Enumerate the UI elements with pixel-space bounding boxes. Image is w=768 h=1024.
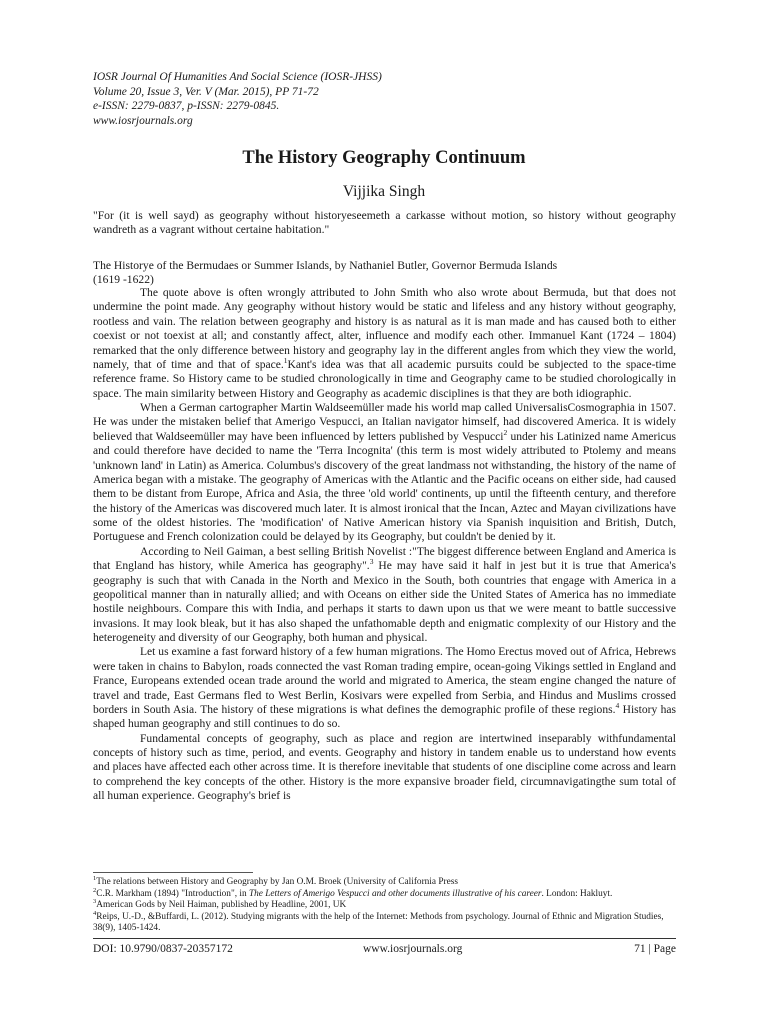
footer-website-link[interactable]: www.iosrjournals.org <box>363 943 463 955</box>
journal-website-link[interactable]: www.iosrjournals.org <box>93 114 193 127</box>
paragraph-text: When a German cartographer Martin Waldseemüller made his world map called UniversalisCosmographia in 1507. He was under the mistaken belief that Amerigo Vespucci, an Italian navigator himself, had discovered America. It is widely believed that Waldseemüller may have been influenced by letters published by Vespucci <box>93 402 676 443</box>
paragraph <box>93 401 676 545</box>
footer-divider <box>93 938 676 939</box>
paragraph <box>93 286 676 401</box>
paragraph-text: History has shaped human geography and still continues to do so. <box>93 703 676 731</box>
epigraph-quote: "For (it is well sayd) as geography without historyeseemeth a carkasse without motion, so history without geography wandreth as a vagrant without certaine habitation." <box>93 209 676 237</box>
source-line-1: The Historye of the Bermudaes or Summer Islands, by Nathaniel Butler, Governor Bermuda Islands <box>93 259 558 272</box>
footnote-ref[interactable]: 1 <box>283 356 288 366</box>
footnote-ref[interactable]: 2 <box>503 427 508 437</box>
footnote-text: C.R. Markham (1894) "Introduction", in <box>96 888 249 899</box>
paragraph-text: Fundamental concepts of geography, such as place and region are intertwined inseparably withfundamental concepts of history such as time, period, and events. Geography and history in tandem enable us to understand how events and places have affected each other across time. It is therefore inevitable that students of one discipline come across and learn to comprehend the key concepts of the other. History is the more expansive broader field, circumnavigatingthe sum total of all human experience. Geography's brief is <box>93 732 676 803</box>
paper-body <box>93 286 676 804</box>
footnote-text: . London: Hakluyt. <box>541 888 613 899</box>
footnote-item <box>93 874 676 889</box>
footnote-ref[interactable]: 4 <box>615 701 620 711</box>
footnote-divider <box>93 872 253 873</box>
journal-volume: Volume 20, Issue 3, Ver. V (Mar. 2015), PP 71-72 <box>93 85 319 98</box>
footnote-book-title: The Letters of Amerigo Vespucci and other documents illustrative of his career <box>248 888 542 899</box>
footnote-number: 1 <box>93 874 97 882</box>
paragraph <box>93 545 676 646</box>
paragraph-text: Let us examine a fast forward history of a few human migrations. The Homo Erectus moved out of Africa, Hebrews were taken in chains to Babylon, roads connected the vast Roman trading empire, ocean-going Vikings settled in England and France, Europeans extended ocean trade around the world and migrated to America, the steam engine changed the nature of travel and trade, East Germans fled to West Berlin, Kosivars were expelled from Serbia, and Hindus and Muslims crossed borders in South Asia. The history of these migrations is what defines the demographic profile of these regions. <box>93 646 676 716</box>
footnote-text: American Gods by Neil Haiman, published by Headline, 2001, UK <box>96 900 347 911</box>
footnote-text: The relations between History and Geography by Jan O.M. Broek (University of California Press <box>96 877 458 887</box>
footnote-item <box>93 909 676 935</box>
footnote-ref[interactable]: 3 <box>369 557 374 567</box>
paper-title: The History Geography Continuum <box>242 148 526 168</box>
page-footer <box>93 941 676 957</box>
paragraph-text: under his Latinized name Americus and could therefore have decided to name the 'Terra Incognita' (this term is most widely attributed to Ptolemy and means 'unknown land' in Latin) as America. Columbus's discovery of the great landmass not withstanding, the history of the name of America began with a mistake. The geography of Americas with the Atlantic and the Pacific oceans on either side, had caused them to be distant from Europe, Africa and Asia, the three 'old world' continents, up until the fifteenth century, and therefore the history of the Americas was discovered much later. It is almost ironical that the Incan, Aztec and Mayan civilizations have some of the oldest histories. The 'modification' of Native American history via Spanish inquisition and British, Dutch, Portuguese and French colonization could be delayed by its Geography, but couldn't be denied by it. <box>93 430 676 544</box>
footnote-number: 3 <box>93 898 97 906</box>
paragraph-text: According to Neil Gaiman, a best selling British Novelist :"The biggest difference between England and America is that England has history, while America has geography". <box>93 545 676 573</box>
footnote-item <box>93 900 676 912</box>
journal-name: IOSR Journal Of Humanities And Social Science (IOSR-JHSS) <box>93 71 382 83</box>
paragraph-text: Kant's idea was that all academic pursuits could be subjected to the space-time reference frame. So History came to be studied chronologically in time and Geography came to be studied chorologically in space. The main similarity between History and Geography as academic disciplines is that they are both idiographic. <box>93 358 676 400</box>
paragraph <box>93 645 676 731</box>
footnote-number: 4 <box>93 909 97 917</box>
footnote-item <box>93 886 676 901</box>
epigraph-source <box>93 259 676 288</box>
paragraph-text: He may have said it half in jest but it is true that America's geography is such that with Canada in the North and Mexico in the South, both countries that engage with America in a geopolitical manner than in naturally allied; and with Oceans on either side the United States of America has no immediate hostile neighbours. Compare this with India, and perhaps it starts to dawn upon us that we were meant to battle successive invasions. It may look bleak, but it has also shaped the unfathomable depth and enigmatic complexity of our History and the heterogeneity and diversity of our Geography, both human and physical. <box>93 560 676 644</box>
page-number: 71 | Page <box>634 943 676 955</box>
source-line-2: (1619 -1622) <box>93 273 154 287</box>
paragraph-text: The quote above is often wrongly attributed to John Smith who also wrote about Bermuda, but that does not undermine the point made. Any geography without history would be static and lifeless and any history without geography, rootless and vain. The relation between geography and history is as natural as it is man made and has caused both to either coexist or not toexist at all; and constantly affect, alter, influence and modify each other. Immanuel Kant (1724 – 1804) remarked that the only difference between history and geography lay in the different angles from which they view the world, namely, that of time and that of space. <box>93 287 676 371</box>
footnotes <box>93 874 676 935</box>
doi-link[interactable]: DOI: 10.9790/0837-20357172 <box>93 943 233 955</box>
footnote-number: 2 <box>93 886 97 894</box>
footnote-text: Reips, U.-D., &Buffardi, L. (2012). Studying migrants with the help of the Internet: Methods from psychology. Journal of Ethnic and Migration Studies, 38(9), 1405-1424. <box>93 911 664 934</box>
journal-header <box>93 70 693 128</box>
journal-issn: e-ISSN: 2279-0837, p-ISSN: 2279-0845. <box>93 100 280 112</box>
author-name: Vijjika Singh <box>342 183 426 200</box>
paragraph <box>93 732 676 804</box>
